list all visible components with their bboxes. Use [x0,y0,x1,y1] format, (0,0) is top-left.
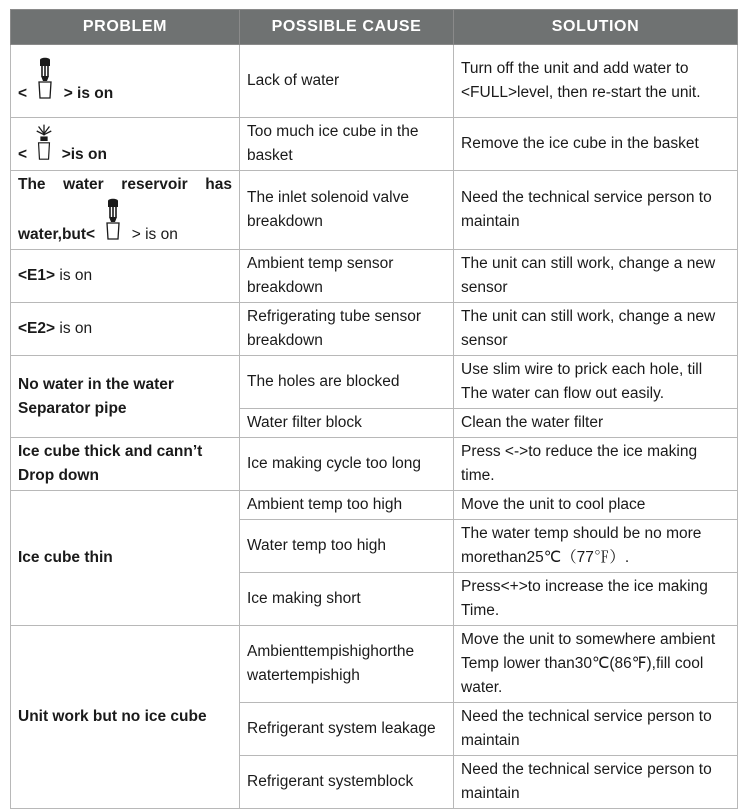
cause-cell: Ice making cycle too long [240,438,454,491]
solution-cell: Press<+>to increase the ice making Time. [454,573,738,626]
solution-cell: Need the technical service person to maintain [454,703,738,756]
problem-cell: < > is on [11,45,240,118]
problem-cell: Unit work but no ice cube [11,626,240,809]
table-row [11,118,738,171]
table-row [11,356,738,409]
problem-cell: <E2> is on [11,303,240,356]
problem-cell: <E1> is on [11,250,240,303]
cause-cell: Ice making short [240,573,454,626]
water-shortage-icon [34,56,56,100]
cause-cell: Ambienttempishighorthe watertempishigh [240,626,454,703]
solution-cell: Need the technical service person to maintain [454,756,738,809]
cause-cell: Refrigerant system leakage [240,703,454,756]
problem-cell: < >is on [11,118,240,171]
solution-cell: The unit can still work, change a new sensor [454,250,738,303]
header-problem: PROBLEM [11,10,240,45]
solution-cell: Press <->to reduce the ice making time. [454,438,738,491]
cause-cell: Ambient temp sensor breakdown [240,250,454,303]
solution-cell: Need the technical service person to maintain [454,171,738,250]
cause-cell: Lack of water [240,45,454,118]
table-row [11,491,738,520]
solution-cell: Use slim wire to prick each hole, till The water can flow out easily. [454,356,738,409]
solution-cell: The unit can still work, change a new sensor [454,303,738,356]
table-row [11,626,738,703]
cause-cell: Too much ice cube in the basket [240,118,454,171]
table-row [11,250,738,303]
table-row [11,303,738,356]
cause-cell: Refrigerating tube sensor breakdown [240,303,454,356]
troubleshooting-table [10,9,738,809]
problem-cell [11,171,240,250]
problem-cell: No water in the water Separator pipe [11,356,240,438]
table-row [11,45,738,118]
header-solution: SOLUTION [454,10,738,45]
problem-cell: Ice cube thick and cann’t Drop down [11,438,240,491]
cause-cell: Water temp too high [240,520,454,573]
solution-cell: Remove the ice cube in the basket [454,118,738,171]
solution-cell: The water temp should be no more morethan25℃（77℉）. [454,520,738,573]
cause-cell: Water filter block [240,409,454,438]
problem-cell: Ice cube thin [11,491,240,626]
solution-cell: Turn off the unit and add water to <FULL>level, then re-start the unit. [454,45,738,118]
solution-cell: Move the unit to cool place [454,491,738,520]
table-row [11,438,738,491]
cause-cell: The holes are blocked [240,356,454,409]
table-header-row [11,10,738,45]
cause-cell: Refrigerant systemblock [240,756,454,809]
header-possible-cause: POSSIBLE CAUSE [240,10,454,45]
problem-line-2: water,but< > is on [18,197,232,247]
solution-cell: Move the unit to somewhere ambient Temp lower than30℃(86℉),fill cool water. [454,626,738,703]
solution-cell: Clean the water filter [454,409,738,438]
cause-cell: The inlet solenoid valve breakdown [240,171,454,250]
water-shortage-icon [102,197,124,241]
problem-line-1: The water reservoir has [18,176,232,193]
ice-full-icon [34,121,54,161]
cause-cell: Ambient temp too high [240,491,454,520]
table-row [11,171,738,250]
